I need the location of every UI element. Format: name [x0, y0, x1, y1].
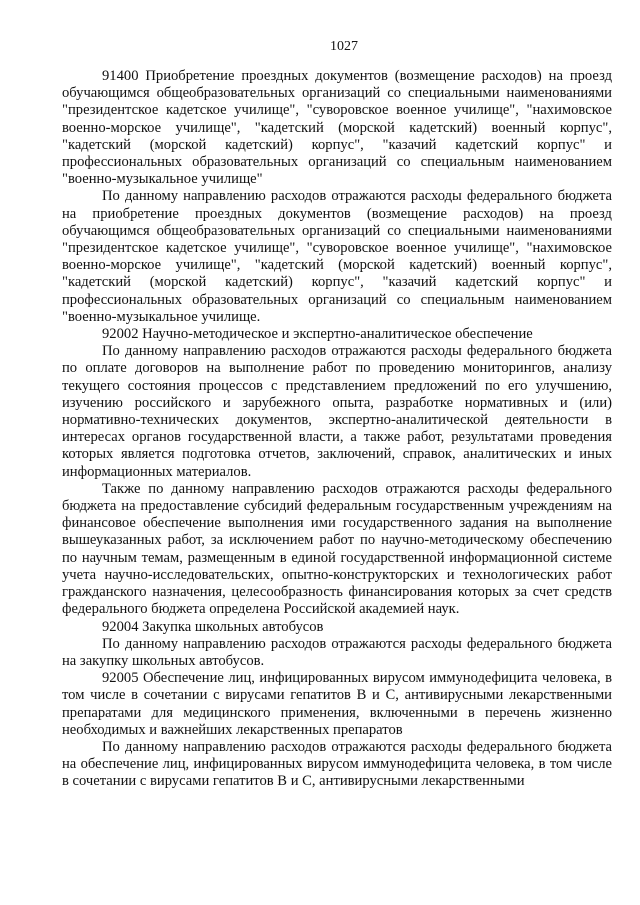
paragraph-92004-heading: 92004 Закупка школьных автобусов [102, 618, 324, 635]
paragraph-92002-heading: 92002 Научно-методическое и экспертно-аналитическое обеспечение [102, 326, 533, 343]
paragraph-92004-description: По данному направлению расходов отражаются расходы федерального бюджета на закупку школьных автобусов. [62, 635, 612, 669]
paragraph-92002-subsidies: Также по данному направлению расходов отражаются расходы федерального бюджета на предоставление субсидий федеральным государственным учреждениям на финансовое обеспечение выполнения ими государственного задания на выполнение вышеуказанных работ, за исключением работ по научно-методическому обеспечению по научным темам, размещенным в единой государственной информационной системе учета научно-исследовательских, опытно-конструкторских и технологических работ гражданского назначения, целесообразность финансирования которых за счет средств федерального бюджета определена Российской академией наук. [62, 480, 612, 618]
paragraph-91400-description: По данному направлению расходов отражаются расходы федерального бюджета на приобретение проездных документов (возмещение расходов) на проезд обучающимся общеобразовательных организаций со специальными наименованиями "президентское кадетское училище", "суворовское военное училище", "нахимовское военно-морское училище", "кадетский (морской кадетский) военный корпус", "кадетский (морской кадетский) корпус", "казачий кадетский корпус" и профессиональных образовательных организаций со специальным наименованием "военно-музыкальное училище. [62, 188, 612, 325]
paragraph-92002-description: По данному направлению расходов отражаются расходы федерального бюджета по оплате договоров на выполнение работ по проведению мониторингов, анализу текущего состояния процессов с представлением предложений по его улучшению, изучению российского и зарубежного опыта, разработке нормативных и (или) нормативно-технических документов, экспертно-аналитической деятельности в интересах органов государственной власти, а также работ, результатами проведения которых является подготовка отчетов, заключений, справок, аналитических и иных информационных материалов. [62, 343, 612, 480]
paragraph-92005-description: По данному направлению расходов отражаются расходы федерального бюджета на обеспечение лиц, инфицированных вирусом иммунодефицита человека, в том числе в сочетании с вирусами гепатитов B и C, антивирусными лекарственными [62, 738, 612, 790]
paragraph-92005-heading: 92005 Обеспечение лиц, инфицированных вирусом иммунодефицита человека, в том числе в сочетании с вирусами гепатитов B и C, антивирусными лекарственными препаратами для медицинского применения, включенными в перечень жизненно необходимых и важнейших лекарственных препаратов [62, 670, 612, 738]
page-number: 1027 [330, 39, 358, 54]
paragraph-91400-heading: 91400 Приобретение проездных документов (возмещение расходов) на проезд обучающимся общеобразовательных организаций со специальными наименованиями "президентское кадетское училище", "суворовское военное училище", "нахимовское военно-морское училище", "кадетский (морской кадетский) военный корпус", "кадетский (морской кадетский) корпус", "казачий кадетский корпус" и профессиональных образовательных организаций со специальным наименованием "военно-музыкальное училище" [62, 68, 612, 188]
